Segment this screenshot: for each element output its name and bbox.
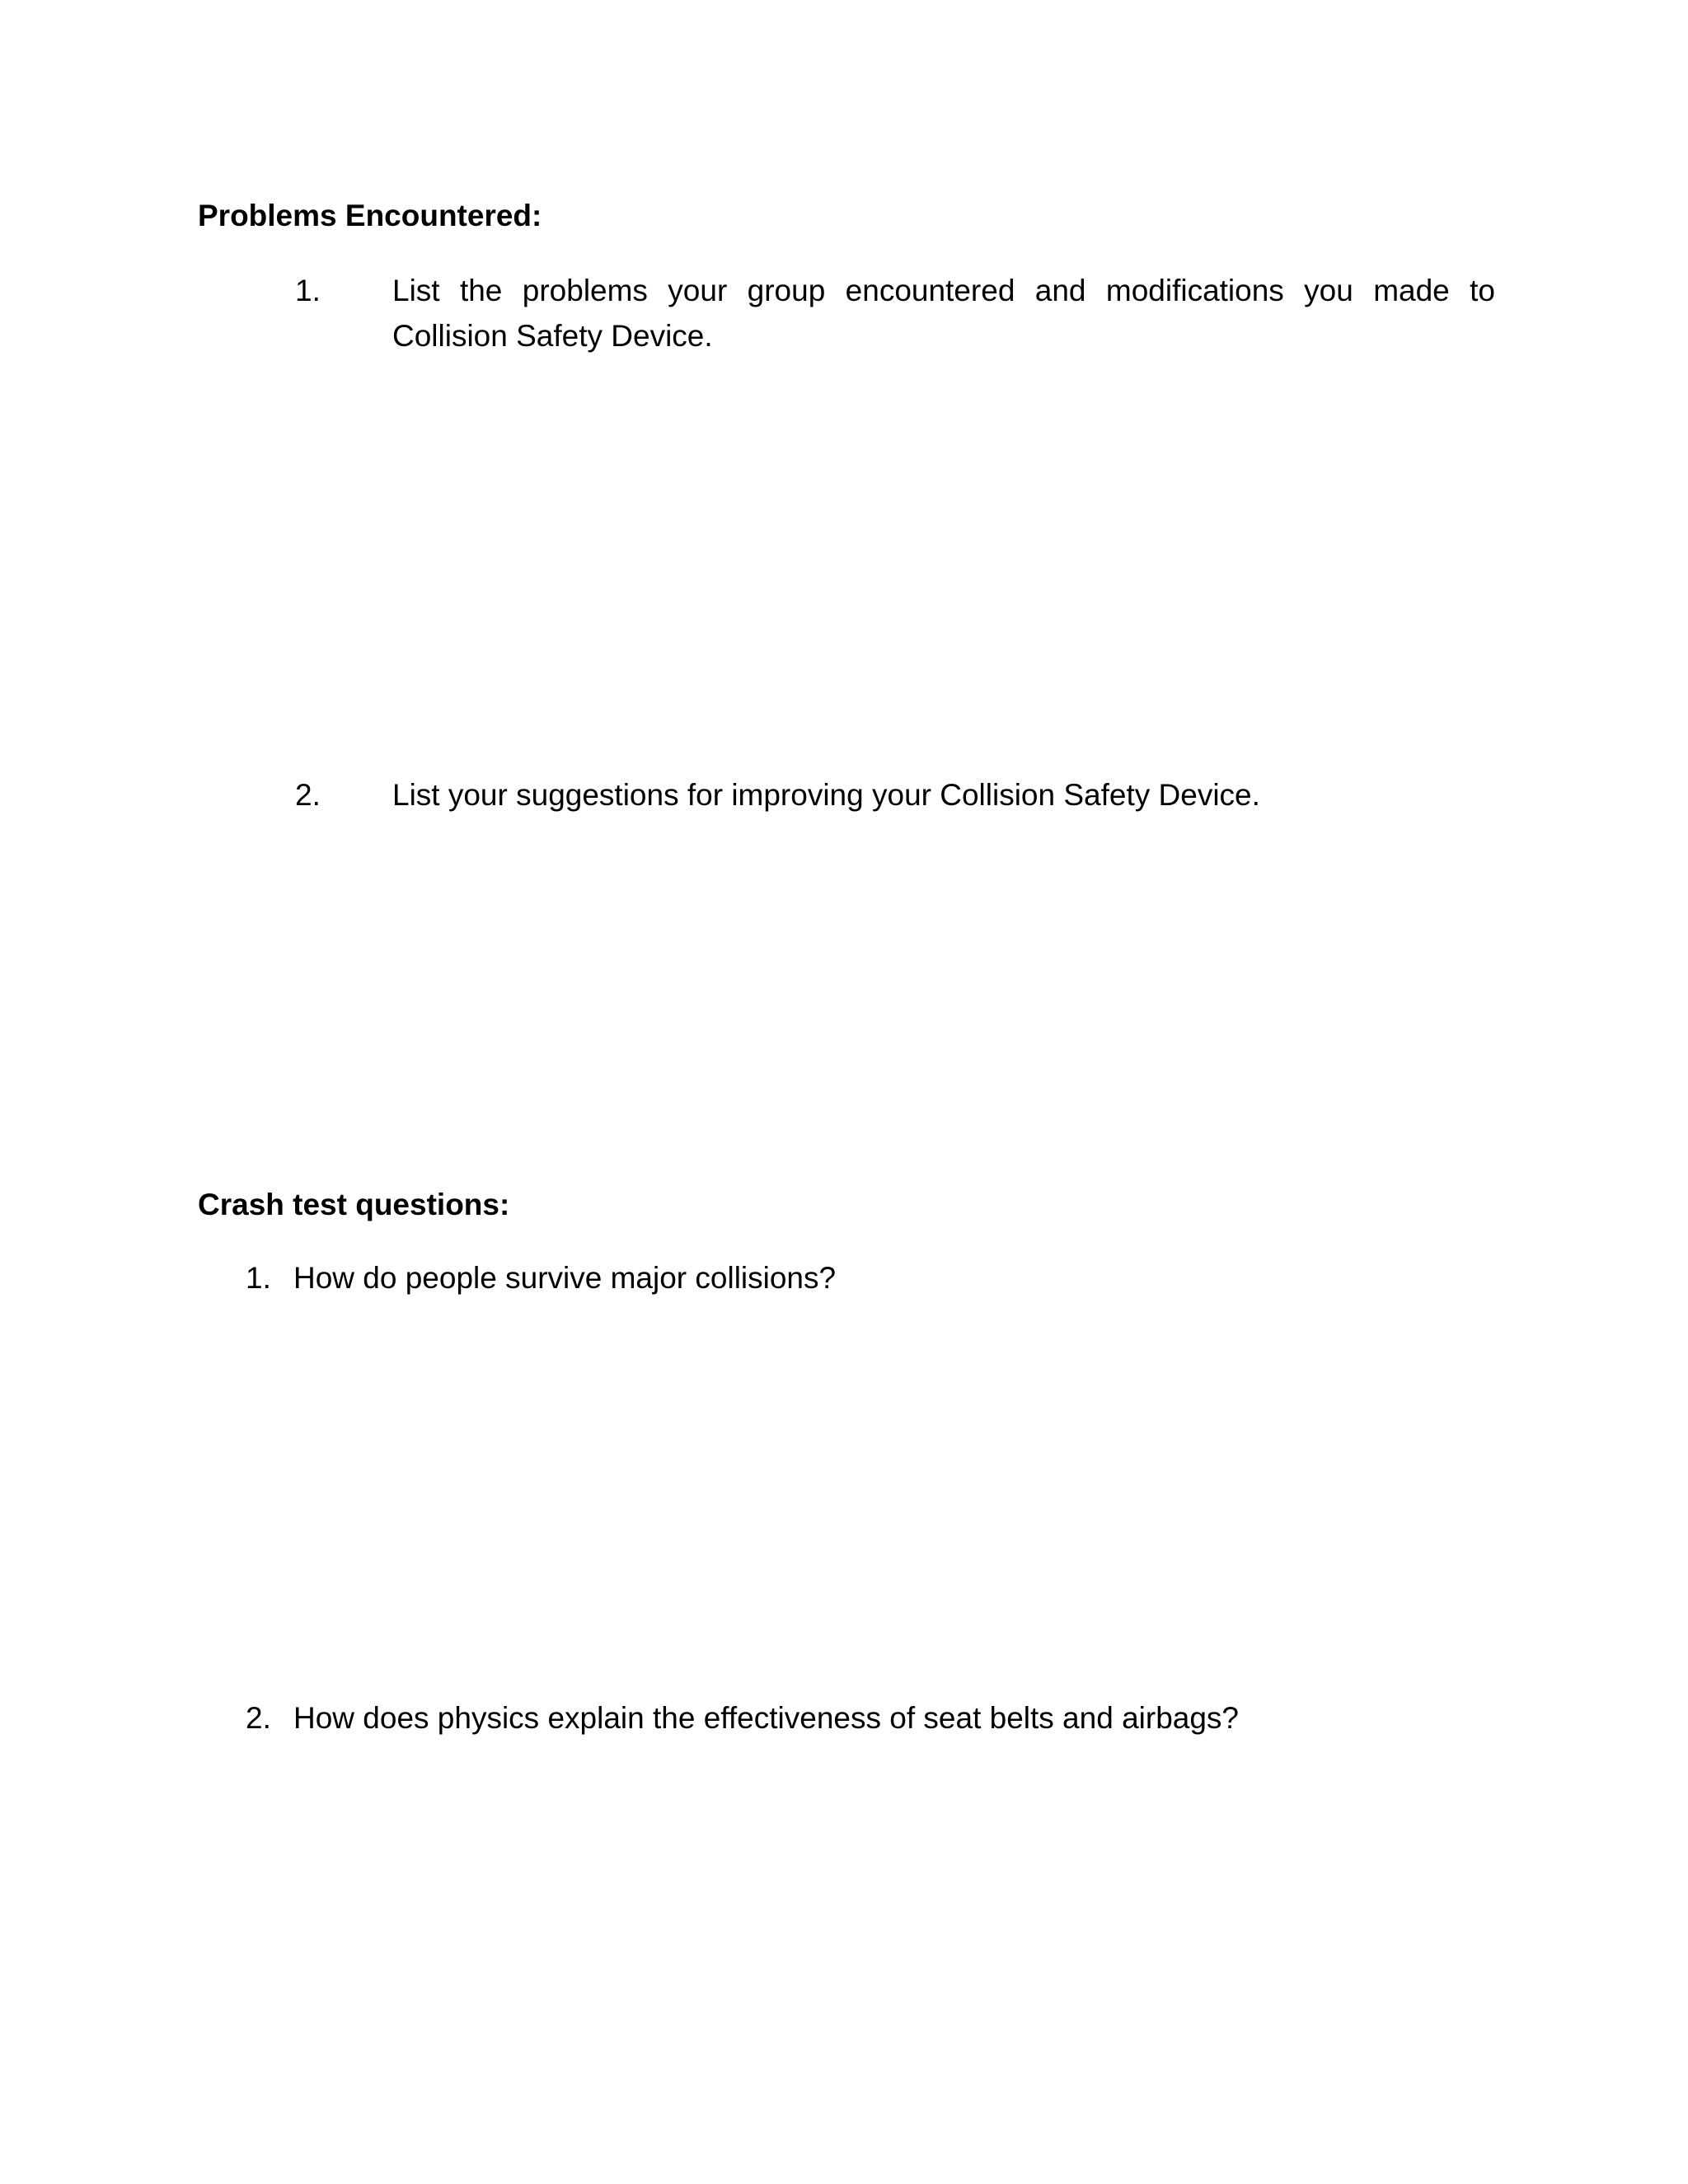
problems-item-1-number: 1.	[295, 274, 321, 307]
crash-item-2-number: 2.	[246, 1701, 271, 1735]
crash-item-1	[246, 1255, 1531, 1305]
problems-heading: Problems Encountered:	[198, 199, 542, 232]
problems-item-2-number: 2.	[295, 778, 321, 812]
crash-heading: Crash test questions:	[198, 1188, 510, 1221]
problems-item-1	[295, 268, 1498, 367]
crash-item-2-text: How does physics explain the effectiveness of seat belts and airbags?	[293, 1701, 1239, 1735]
problems-item-1-text: List the problems your group encountered and modifications you made to Collision Safety Device.	[392, 274, 1495, 353]
problems-item-2-text: List your suggestions for improving your Collision Safety Device.	[392, 778, 1260, 812]
crash-item-2	[246, 1695, 1531, 1745]
crash-item-1-text: How do people survive major collisions?	[293, 1261, 837, 1295]
problems-item-2	[295, 772, 1498, 822]
crash-item-1-number: 1.	[246, 1261, 271, 1295]
